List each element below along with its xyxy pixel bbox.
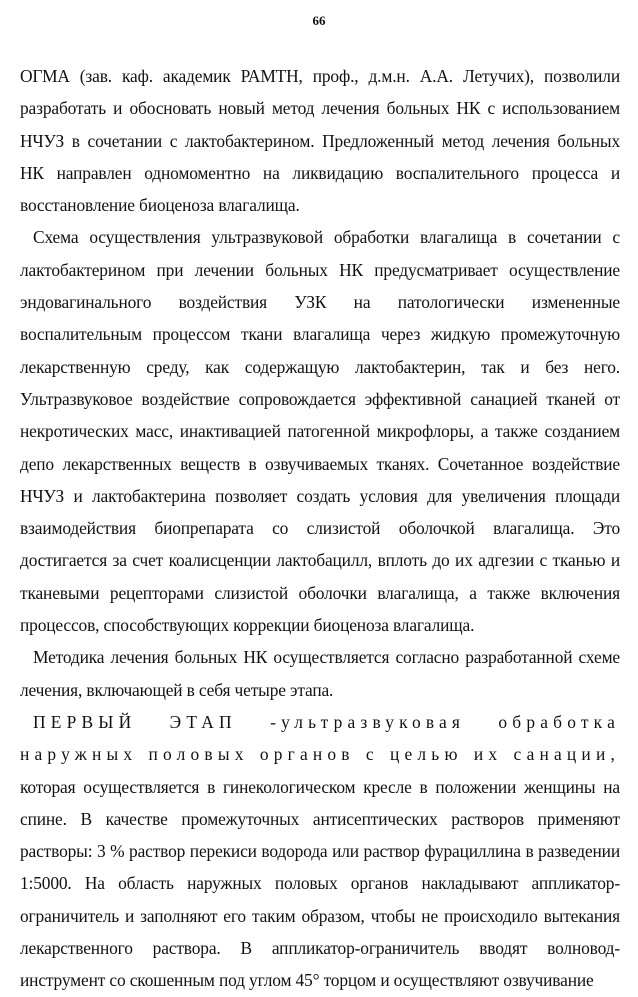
paragraph-treatment-method: Методика лечения больных НК осуществляется согласно разработанной схеме лечения, включающей в себя четыре этапа. (20, 647, 620, 700)
page-number: 66 (312, 13, 326, 28)
paragraph-ultrasound-scheme: Схема осуществления ультразвуковой обработки влагалища в сочетании с лактобактерином при лечении больных НК предусматривает осуществление эндовагинального воздействия УЗК на патологически измененные воспалительным процессом ткани влагалища через жидкую промежуточную лекарственную среду, как содержащую лактобактерин, так и без него. Ультразвуковое воздействие сопровождается эффективной санацией тканей от некротических масс, инактивацией патогенной микрофлоры, а также созданием депо лекарственных веществ в озвучиваемых тканях. Сочетанное воздействие НЧУЗ и лактобактерина позволяет создать условия для увеличения площади взаимодействия биопрепарата со слизистой оболочкой влагалища. Это достигается за счет коалисценции лактобацилл, вплоть до их адгезии с тканью и тканевыми рецепторами слизистой оболочки влагалища, а также включения процессов, способствующих коррекции биоценоза влагалища. (20, 227, 620, 636)
first-stage-text: которая осуществляется в гинекологическом кресле в положении женщины на спине. В качестве промежуточных антисептических растворов применяют растворы: 3 % раствор перекиси водорода или раствор фурациллина в разведении 1:5000. На область наружных половых органов накладывают аппликатор-ограничитель и заполняют его таким образом, чтобы не происходило вытекания лекарственного раствора. В аппликатор-ограничитель вводят волновод-инструмент со скошенным под углом 45° торцом и осуществляют озвучивание (20, 776, 620, 991)
document-body (20, 60, 620, 997)
first-stage-heading: ПЕРВЫЙ ЭТАП -ультразвуковая обработка наружных половых органов с целью их санации, (20, 711, 620, 765)
paragraph-first-stage (20, 706, 620, 997)
paragraph-continuation: ОГМА (зав. каф. академик РАМТН, проф., д.м.н. А.А. Летучих), позволили разработать и обосновать новый метод лечения больных НК с использованием НЧУЗ в сочетании с лактобактерином. Предложенный метод лечения больных НК направлен одномоментно на ликвидацию воспалительного процесса и восстановление биоценоза влагалища. (20, 66, 620, 216)
